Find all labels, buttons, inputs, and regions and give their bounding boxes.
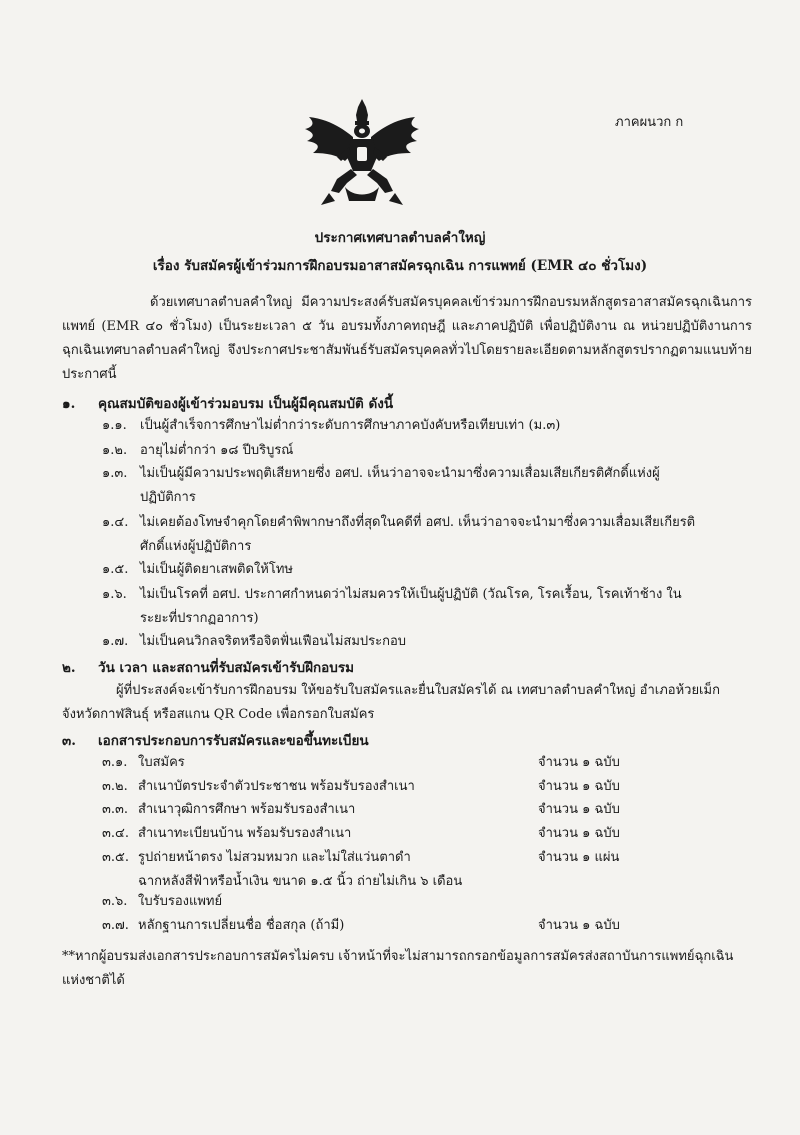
announcement-subject: เรื่อง รับสมัครผู้เข้าร่วมการฝึกอบรมอาสาสมัครฉุกเฉิน การแพทย์ (EMR ๔๐ ชั่วโมง) — [152, 258, 648, 274]
intro-paragraph: ด้วยเทศบาลตำบลคำใหญ่ มีความประสงค์รับสมัครบุคคลเข้าร่วมการฝึกอบรมหลักสูตรอาสาสมัครฉุกเฉินการแพทย์ (EMR ๔๐ ชั่วโมง) เป็นระยะเวลา ๕ วัน อบรมทั้งภาคทฤษฎี และภาคปฏิบัติ เพื่อปฏิบัติงาน ณ หน่วยปฏิบัติงานการฉุกเฉินเทศบาลตำบลคำใหญ่ จึงประกาศประชาสัมพันธ์รับสมัครบุคคลทั่วไปโดยรายละเอียดตามหลักสูตรปรากฏตามแนบท้ายประกาศนี้ — [62, 295, 752, 382]
item-quantity: จำนวน ๑ ฉบับ — [538, 802, 620, 817]
item-continuation: ระยะที่ปรากฏอาการ) — [140, 611, 259, 626]
item-number: ๑.๑. — [102, 418, 127, 433]
document-item — [102, 846, 702, 889]
section-number: ๒. — [62, 660, 76, 676]
item-text: อายุไม่ต่ำกว่า ๑๘ ปีบริบูรณ์ — [140, 443, 294, 458]
item-text: ไม่เป็นผู้ติดยาเสพติดให้โทษ — [140, 562, 293, 577]
footnote: **หากผู้อบรมส่งเอกสารประกอบการสมัครไม่ครบ เจ้าหน้าที่จะไม่สามารถกรอกข้อมูลการสมัครส่งสถาบันการแพทย์ฉุกเฉินแห่งชาติได้ — [62, 949, 734, 988]
section-number: ๑. — [62, 396, 76, 412]
registration-paragraph: ผู้ที่ประสงค์จะเข้ารับการฝึกอบรม ให้ขอรับใบสมัครและยื่นใบสมัครได้ ณ เทศบาลตำบลคำใหญ่ อำเภอห้วยเม็ก จังหวัดกาฬสินธุ์ หรือสแกน QR Code เพื่อกรอกใบสมัคร — [62, 683, 720, 722]
section-number: ๓. — [62, 733, 76, 749]
item-number: ๑.๗. — [102, 634, 129, 649]
section-title: วัน เวลา และสถานที่รับสมัครเข้ารับฝึกอบรม — [98, 660, 354, 676]
item-text: รูปถ่ายหน้าตรง ไม่สวมหมวก และไม่ใส่แว่นตาดำ — [138, 850, 411, 865]
item-text: สำเนาบัตรประจำตัวประชาชน พร้อมรับรองสำเนา — [138, 779, 415, 794]
list-item — [102, 583, 702, 631]
item-text: สำเนาทะเบียนบ้าน พร้อมรับรองสำเนา — [138, 826, 352, 841]
item-continuation: ฉากหลังสีฟ้าหรือน้ำเงิน ขนาด ๑.๕ นิ้ว ถ่ายไม่เกิน ๖ เดือน — [138, 874, 463, 889]
item-text: เป็นผู้สำเร็จการศึกษาไม่ต่ำกว่าระดับการศึกษาภาคบังคับหรือเทียบเท่า (ม.๓) — [140, 418, 561, 433]
list-item — [102, 439, 702, 463]
item-number: ๓.๖. — [102, 894, 128, 909]
item-text: ไม่เป็นโรคที่ อศป. ประกาศกำหนดว่าไม่สมควรให้เป็นผู้ปฏิบัติ (วัณโรค, โรคเรื้อน, โรคเท้าช้าง ใน — [140, 587, 682, 602]
list-item — [102, 511, 702, 559]
document-item — [102, 914, 702, 938]
item-quantity: จำนวน ๑ ฉบับ — [538, 755, 620, 770]
list-item — [102, 558, 702, 582]
announcement-title: ประกาศเทศบาลตำบลคำใหญ่ — [314, 230, 486, 246]
item-number: ๑.๔. — [102, 515, 129, 530]
item-number: ๓.๓. — [102, 802, 129, 817]
document-item — [102, 751, 702, 775]
item-text: ใบรับรองแพทย์ — [138, 894, 223, 909]
section-title: คุณสมบัติของผู้เข้าร่วมอบรม เป็นผู้มีคุณสมบัติ ดังนี้ — [98, 396, 394, 412]
section-1-heading — [62, 392, 393, 414]
annex-label: ภาคผนวก ก — [615, 115, 684, 130]
item-number: ๓.๑. — [102, 755, 128, 770]
item-number: ๓.๕. — [102, 850, 129, 865]
document-item — [102, 890, 702, 914]
item-text: ไม่เป็นผู้มีความประพฤติเสียหายซึ่ง อศป. เห็นว่าอาจจะนำมาซึ่งความเสื่อมเสียเกียรติศักดิ์แห่งผู้ — [140, 466, 660, 481]
item-text: หลักฐานการเปลี่ยนชื่อ ชื่อสกุล (ถ้ามี) — [138, 918, 345, 933]
item-text: ใบสมัคร — [138, 755, 185, 770]
list-item — [102, 462, 702, 510]
item-number: ๓.๒. — [102, 779, 128, 794]
item-number: ๑.๕. — [102, 562, 129, 577]
document-item — [102, 822, 702, 846]
section-3-heading — [62, 729, 369, 751]
item-continuation: ปฏิบัติการ — [140, 490, 196, 505]
item-number: ๑.๖. — [102, 587, 127, 602]
item-number: ๓.๗. — [102, 918, 129, 933]
section-title: เอกสารประกอบการรับสมัครและขอขึ้นทะเบียน — [98, 733, 369, 749]
item-continuation: ศักดิ์แห่งผู้ปฏิบัติการ — [140, 539, 252, 554]
item-number: ๓.๔. — [102, 826, 129, 841]
item-quantity: จำนวน ๑ ฉบับ — [538, 826, 620, 841]
document-item — [102, 798, 702, 822]
list-item — [102, 414, 702, 438]
item-quantity: จำนวน ๑ ฉบับ — [538, 779, 620, 794]
document-item — [102, 775, 702, 799]
item-quantity: จำนวน ๑ แผ่น — [538, 850, 620, 865]
section-2-heading — [62, 656, 354, 678]
garuda-emblem-icon — [301, 97, 423, 207]
item-quantity: จำนวน ๑ ฉบับ — [538, 918, 620, 933]
item-text: ไม่เป็นคนวิกลจริตหรือจิตฟั่นเฟือนไม่สมประกอบ — [140, 634, 407, 649]
item-text: สำเนาวุฒิการศึกษา พร้อมรับรองสำเนา — [138, 802, 356, 817]
item-number: ๑.๓. — [102, 466, 128, 481]
item-text: ไม่เคยต้องโทษจำคุกโดยคำพิพากษาถึงที่สุดในคดีที่ อศป. เห็นว่าอาจจะนำมาซึ่งความเสื่อมเสียเกียรติ — [140, 515, 696, 530]
list-item — [102, 630, 702, 654]
item-number: ๑.๒. — [102, 443, 128, 458]
